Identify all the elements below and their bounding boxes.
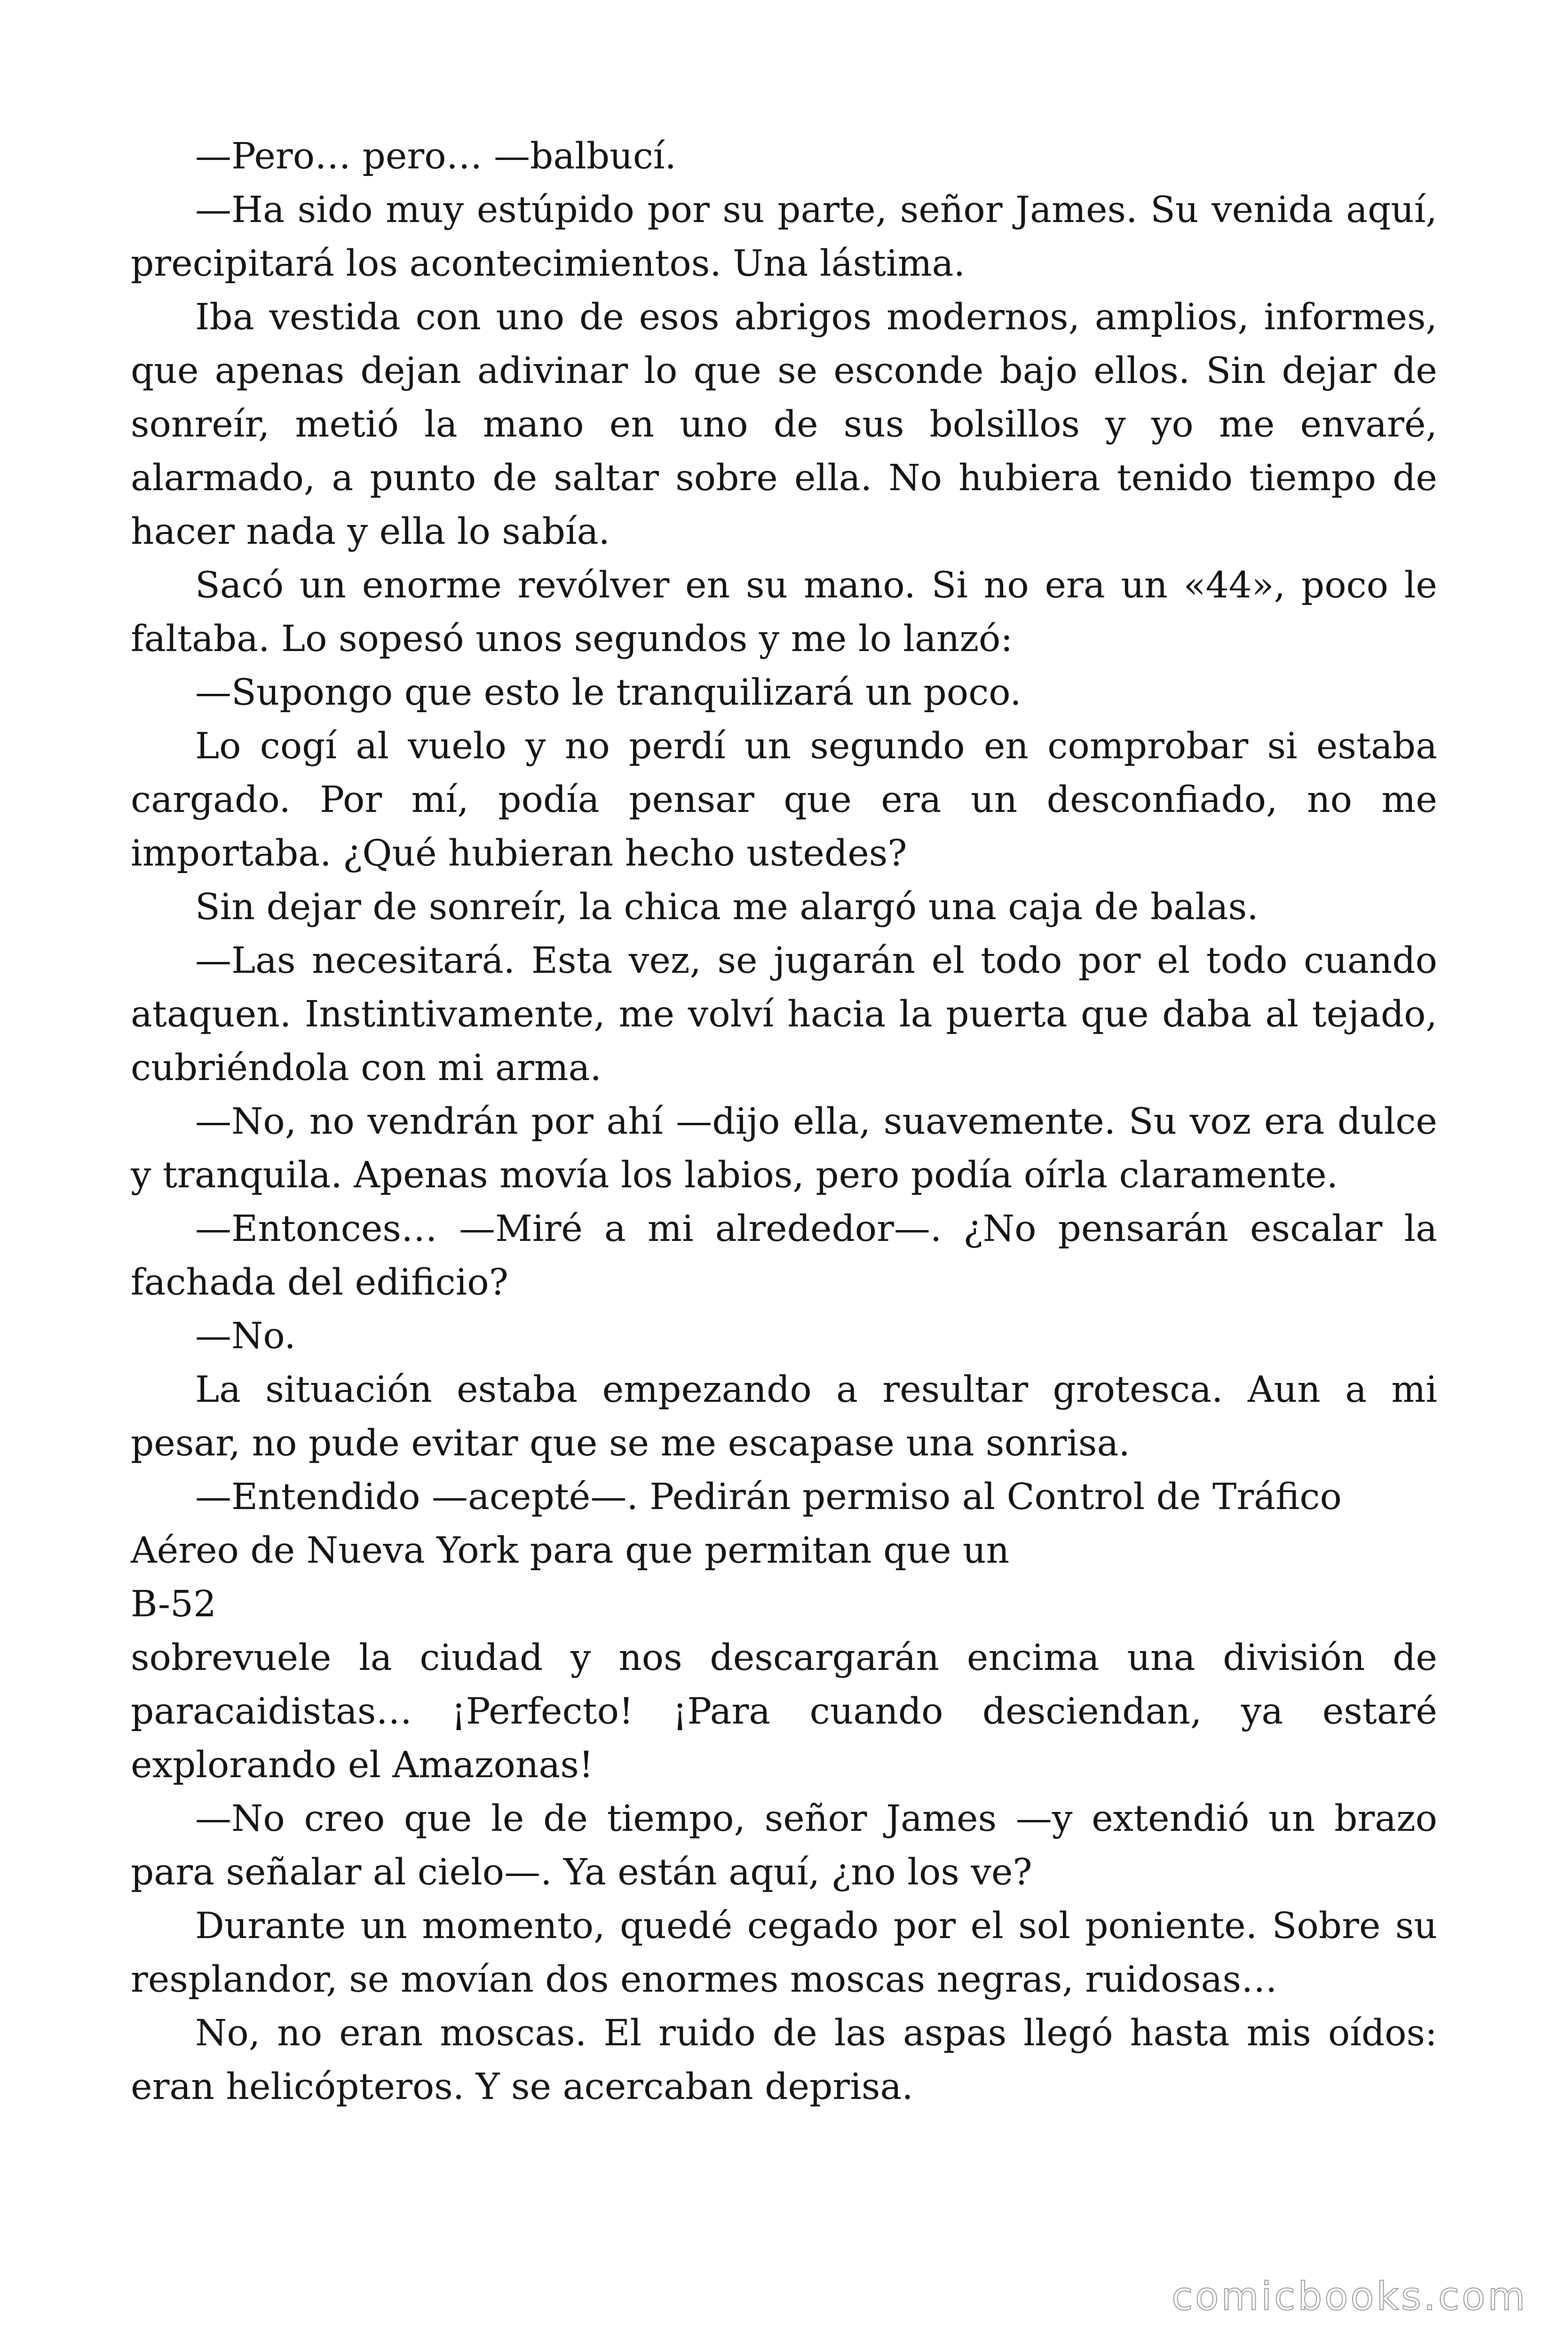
paragraph: —No, no vendrán por ahí —dijo ella, suavemente. Su voz era dulce y tranquila. Apenas movía los labios, pero podía oírla claramente. <box>131 1101 1437 1196</box>
paragraph: Iba vestida con uno de esos abrigos modernos, amplios, informes, que apenas dejan adivinar lo que se esconde bajo ellos. Sin dejar de sonreír, metió la mano en uno de sus bolsillos y yo me envaré, alarmado, a punto de saltar sobre ella. No hubiera tenido tiempo de hacer nada y ella lo sabía. <box>131 296 1437 553</box>
paragraph-continuation: sobrevuele la ciudad y nos descargarán encima una división de paracaidistas… ¡Perfecto! ¡Para cuando desciendan, ya estaré explorando el Amazonas! <box>131 1637 1437 1786</box>
paragraph: Lo cogí al vuelo y no perdí un segundo en comprobar si estaba cargado. Por mí, podía pensar que era un desconfiado, no me importaba. ¿Qué hubieran hecho ustedes? <box>131 725 1437 874</box>
body-text <box>131 130 1437 2114</box>
paragraph: No, no eran moscas. El ruido de las aspas llegó hasta mis oídos: eran helicópteros. Y se acercaban deprisa. <box>131 2012 1437 2108</box>
paragraph: Durante un momento, quedé cegado por el sol poniente. Sobre su resplandor, se movían dos enormes moscas negras, ruidosas… <box>131 1905 1437 2001</box>
paragraph-fragment: B-52 <box>131 1583 217 1625</box>
paragraph: —Pero… pero… —balbucí. <box>195 135 676 177</box>
paragraph: —No creo que le de tiempo, señor James —y extendió un brazo para señalar al cielo—. Ya están aquí, ¿no los ve? <box>131 1798 1437 1893</box>
paragraph: —No. <box>195 1315 296 1357</box>
paragraph: —Ha sido muy estúpido por su parte, señor James. Su venida aquí, precipitará los acontecimientos. Una lástima. <box>131 189 1437 285</box>
paragraph: Sin dejar de sonreír, la chica me alargó una caja de balas. <box>195 886 1259 928</box>
paragraph: —Supongo que esto le tranquilizará un poco. <box>195 672 1022 714</box>
watermark: comicbooks.com <box>1172 2274 1528 2319</box>
paragraph: —Entonces… —Miré a mi alrededor—. ¿No pensarán escalar la fachada del edificio? <box>131 1208 1437 1303</box>
paragraph: La situación estaba empezando a resultar grotesca. Aun a mi pesar, no pude evitar que se me escapase una sonrisa. <box>131 1369 1437 1464</box>
paragraph: —Las necesitará. Esta vez, se jugarán el todo por el todo cuando ataquen. Instintivamente, me volví hacia la puerta que daba al tejado, cubriéndola con mi arma. <box>131 940 1437 1089</box>
paragraph: Sacó un enorme revólver en su mano. Si no era un «44», poco le faltaba. Lo sopesó unos segundos y me lo lanzó: <box>131 564 1437 660</box>
paragraph: —Entendido —acepté—. Pedirán permiso al Control de Tráfico Aéreo de Nueva York para que permitan que un <box>131 1476 1342 1572</box>
